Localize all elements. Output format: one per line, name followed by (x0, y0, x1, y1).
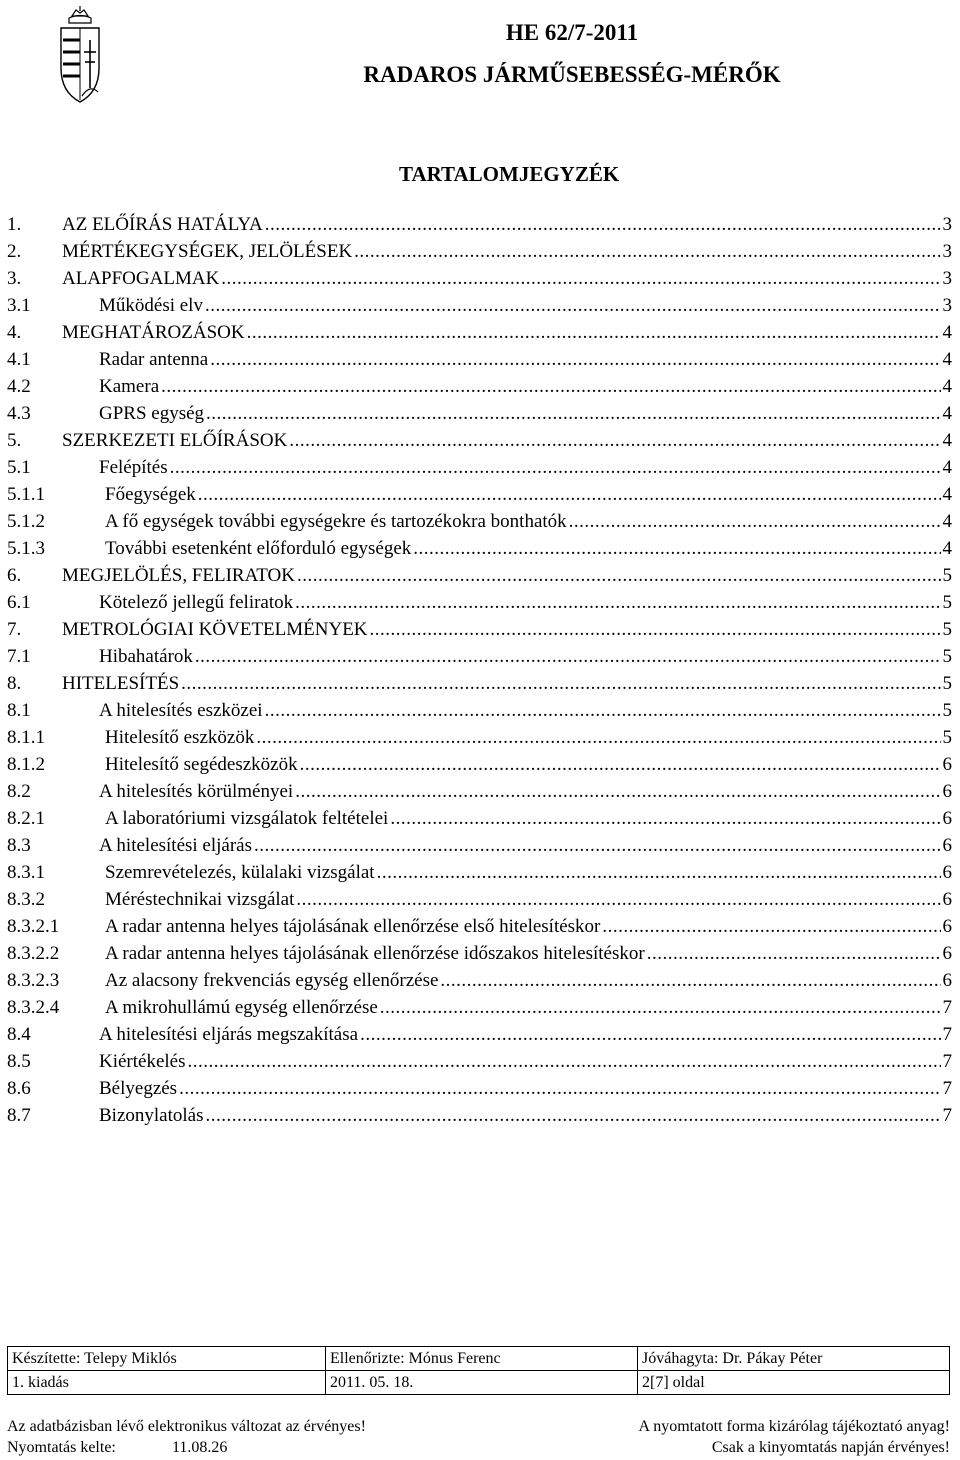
toc-entry (7, 1075, 952, 1102)
toc-leader-dots (390, 805, 940, 832)
toc-entry (7, 643, 952, 670)
toc-entry-number: 8.7 (7, 1105, 31, 1126)
toc-entry (7, 724, 952, 751)
toc-entry (7, 805, 952, 832)
toc-entry-title: További esetenként előforduló egységek (105, 538, 412, 559)
toc-leader-dots (297, 562, 941, 589)
toc-entry-title: Kötelező jellegű feliratok (99, 592, 294, 613)
toc-entry (7, 967, 952, 994)
toc-entry-page: 6 (942, 862, 952, 883)
edition-cell: 1. kiadás (8, 1371, 326, 1395)
toc-leader-dots (161, 373, 940, 400)
approval-table (7, 1346, 950, 1395)
toc-entry-title: MÉRTÉKEGYSÉGEK, JELÖLÉSEK (62, 241, 353, 262)
toc-entry-page: 6 (942, 970, 952, 991)
toc-entry-page: 4 (942, 538, 952, 559)
toc-leader-dots (198, 481, 941, 508)
toc-entry-number: 3.1 (7, 295, 31, 316)
toc-entry-title: Főegységek (105, 484, 196, 505)
toc-entry-title: Hitelesítő eszközök (105, 727, 255, 748)
toc-leader-dots (206, 400, 940, 427)
toc-entry-page: 5 (942, 727, 952, 748)
toc-entry-title: A radar antenna helyes tájolásának ellenőrzése első hitelesítéskor (105, 916, 601, 937)
toc-entry (7, 427, 952, 454)
checked-by-cell: Ellenőrizte: Mónus Ferenc (326, 1347, 638, 1371)
toc-entry-page: 4 (942, 457, 952, 478)
toc-entry-title: Radar antenna (99, 349, 209, 370)
toc-entry (7, 913, 952, 940)
toc-entry-number: 2. (7, 241, 22, 262)
toc-leader-dots (205, 292, 941, 319)
toc-entry (7, 508, 952, 535)
toc-leader-dots (413, 535, 940, 562)
toc-entry-page: 4 (942, 403, 952, 424)
toc-entry-number: 7. (7, 619, 22, 640)
toc-entry (7, 1102, 952, 1129)
toc-leader-dots (179, 1075, 940, 1102)
toc-leader-dots (195, 643, 941, 670)
toc-entry-page: 6 (942, 754, 952, 775)
toc-entry-number: 7.1 (7, 646, 31, 667)
toc-entry-title: GPRS egység (99, 403, 205, 424)
table-of-contents (7, 211, 952, 1129)
toc-entry-title: A radar antenna helyes tájolásának ellenőrzése időszakos hitelesítéskor (105, 943, 645, 964)
toc-entry (7, 940, 952, 967)
toc-entry-page: 6 (942, 781, 952, 802)
print-date-value: 11.08.26 (172, 1439, 228, 1456)
print-validity-note: Csak a kinyomtatás napján érvényes! (711, 1439, 950, 1456)
toc-leader-dots (265, 211, 941, 238)
toc-leader-dots (296, 886, 940, 913)
prepared-by-cell: Készítette: Telepy Miklós (8, 1347, 326, 1371)
toc-entry (7, 994, 952, 1021)
toc-leader-dots (295, 589, 940, 616)
toc-entry-page: 3 (942, 295, 952, 316)
toc-entry-title: Működési elv (99, 295, 203, 316)
toc-leader-dots (370, 616, 941, 643)
toc-entry (7, 751, 952, 778)
toc-entry-number: 8.3.2.2 (7, 943, 60, 964)
toc-entry-title: A hitelesítés körülményei (99, 781, 294, 802)
toc-entry-page: 4 (942, 376, 952, 397)
document-code: HE 62/7-2011 (505, 20, 639, 45)
toc-leader-dots (602, 913, 940, 940)
toc-leader-dots (170, 454, 941, 481)
toc-entry-title: HITELESÍTÉS (62, 673, 180, 694)
toc-entry-number: 6.1 (7, 592, 31, 613)
toc-leader-dots (360, 1021, 940, 1048)
toc-leader-dots (181, 670, 940, 697)
toc-leader-dots (354, 238, 940, 265)
table-row (8, 1371, 950, 1395)
toc-entry-number: 4.3 (7, 403, 31, 424)
toc-entry (7, 859, 952, 886)
toc-entry (7, 832, 952, 859)
toc-leader-dots (289, 427, 940, 454)
toc-entry-title: Felépítés (99, 457, 168, 478)
toc-entry (7, 319, 952, 346)
toc-entry-title: Bizonylatolás (99, 1105, 204, 1126)
toc-entry-title: A laboratóriumi vizsgálatok feltételei (105, 808, 389, 829)
toc-entry (7, 778, 952, 805)
toc-entry-page: 3 (942, 214, 952, 235)
toc-entry-title: Kamera (99, 376, 160, 397)
toc-entry-page: 5 (942, 592, 952, 613)
toc-entry-title: MEGHATÁROZÁSOK (62, 322, 245, 343)
toc-entry-title: ALAPFOGALMAK (62, 268, 220, 289)
toc-entry (7, 589, 952, 616)
toc-entry-title: Méréstechnikai vizsgálat (105, 889, 295, 910)
toc-entry-page: 6 (942, 943, 952, 964)
toc-entry-number: 8.3.1 (7, 862, 45, 883)
toc-leader-dots (205, 1102, 940, 1129)
toc-leader-dots (254, 832, 940, 859)
toc-entry-page: 6 (942, 916, 952, 937)
toc-entry (7, 886, 952, 913)
toc-entry-number: 5.1.2 (7, 511, 45, 532)
toc-entry-page: 7 (942, 997, 952, 1018)
toc-entry-number: 5. (7, 430, 22, 451)
toc-entry-page: 7 (942, 1105, 952, 1126)
toc-entry-page: 6 (942, 808, 952, 829)
toc-leader-dots (221, 265, 940, 292)
toc-entry-number: 8.1 (7, 700, 31, 721)
toc-entry-number: 8.3 (7, 835, 31, 856)
toc-entry-page: 4 (942, 349, 952, 370)
toc-entry-number: 5.1.3 (7, 538, 45, 559)
toc-entry-page: 4 (942, 484, 952, 505)
print-date-label: Nyomtatás kelte: (7, 1439, 116, 1456)
toc-entry-page: 6 (942, 835, 952, 856)
toc-entry-title: A hitelesítés eszközei (99, 700, 263, 721)
toc-entry (7, 346, 952, 373)
toc-entry-title: A hitelesítési eljárás (99, 835, 253, 856)
toc-entry-number: 8.3.2.4 (7, 997, 60, 1018)
toc-entry-title: A hitelesítési eljárás megszakítása (99, 1024, 359, 1045)
toc-entry-page: 5 (942, 565, 952, 586)
toc-entry-number: 5.1.1 (7, 484, 45, 505)
toc-entry-number: 8.3.2 (7, 889, 45, 910)
toc-entry (7, 1048, 952, 1075)
toc-entry-number: 4.2 (7, 376, 31, 397)
toc-entry-page: 7 (942, 1024, 952, 1045)
toc-entry (7, 562, 952, 589)
toc-entry-number: 8.2 (7, 781, 31, 802)
toc-entry-title: SZERKEZETI ELŐÍRÁSOK (62, 430, 288, 451)
toc-leader-dots (569, 508, 941, 535)
toc-leader-dots (295, 778, 940, 805)
toc-entry-number: 8.4 (7, 1024, 31, 1045)
toc-entry-title: Kiértékelés (99, 1051, 186, 1072)
toc-entry-title: METROLÓGIAI KÖVETELMÉNYEK (62, 619, 368, 640)
toc-entry-number: 5.1 (7, 457, 31, 478)
toc-entry (7, 373, 952, 400)
approved-by-cell: Jóváhagyta: Dr. Pákay Péter (638, 1347, 950, 1371)
toc-entry-page: 5 (942, 700, 952, 721)
toc-entry-number: 8.2.1 (7, 808, 45, 829)
toc-entry-title: Hibahatárok (99, 646, 193, 667)
toc-entry-number: 8.3.2.1 (7, 916, 60, 937)
toc-entry-page: 4 (942, 322, 952, 343)
toc-entry (7, 616, 952, 643)
coat-of-arms-icon (55, 6, 105, 106)
toc-entry-number: 4. (7, 322, 22, 343)
toc-entry-number: 4.1 (7, 349, 31, 370)
toc-entry-title: Hitelesítő segédeszközök (105, 754, 298, 775)
toc-leader-dots (247, 319, 941, 346)
toc-entry-number: 8.3.2.3 (7, 970, 60, 991)
toc-entry-number: 6. (7, 565, 22, 586)
toc-heading: TARTALOMJEGYZÉK (399, 162, 620, 186)
toc-entry-number: 8.1.1 (7, 727, 45, 748)
table-row (8, 1347, 950, 1371)
toc-entry-title: Az alacsony frekvenciás egység ellenőrzése (105, 970, 439, 991)
toc-entry (7, 211, 952, 238)
date-cell: 2011. 05. 18. (326, 1371, 638, 1395)
toc-leader-dots (300, 751, 941, 778)
printed-version-note: A nyomtatott forma kizárólag tájékoztató anyag! (638, 1418, 950, 1435)
toc-leader-dots (188, 1048, 941, 1075)
toc-leader-dots (440, 967, 940, 994)
toc-entry-number: 8.6 (7, 1078, 31, 1099)
toc-leader-dots (265, 697, 941, 724)
toc-entry-number: 1. (7, 214, 22, 235)
toc-entry-page: 5 (942, 646, 952, 667)
toc-entry-number: 8. (7, 673, 22, 694)
toc-entry-number: 3. (7, 268, 22, 289)
electronic-version-note: Az adatbázisban lévő elektronikus változat az érvényes! (7, 1418, 366, 1435)
toc-entry (7, 265, 952, 292)
page-info-cell: 2[7] oldal (638, 1371, 950, 1395)
toc-entry (7, 697, 952, 724)
toc-entry (7, 292, 952, 319)
toc-entry (7, 481, 952, 508)
toc-entry-page: 4 (942, 430, 952, 451)
toc-entry (7, 535, 952, 562)
toc-entry-page: 5 (942, 673, 952, 694)
toc-entry (7, 400, 952, 427)
toc-entry-number: 8.5 (7, 1051, 31, 1072)
toc-entry-page: 3 (942, 241, 952, 262)
toc-entry (7, 454, 952, 481)
document-title: RADAROS JÁRMŰSEBESSÉG-MÉRŐK (363, 62, 781, 87)
toc-entry-page: 6 (942, 889, 952, 910)
toc-entry-page: 7 (942, 1051, 952, 1072)
toc-entry-title: MEGJELÖLÉS, FELIRATOK (62, 565, 295, 586)
toc-entry-page: 7 (942, 1078, 952, 1099)
toc-entry-title: Bélyegzés (99, 1078, 178, 1099)
toc-leader-dots (377, 859, 941, 886)
toc-leader-dots (256, 724, 940, 751)
toc-entry (7, 1021, 952, 1048)
toc-leader-dots (647, 940, 941, 967)
toc-entry-title: AZ ELŐÍRÁS HATÁLYA (62, 214, 263, 235)
toc-entry-number: 8.1.2 (7, 754, 45, 775)
toc-entry (7, 238, 952, 265)
toc-entry-page: 5 (942, 619, 952, 640)
toc-entry-page: 3 (942, 268, 952, 289)
toc-entry-title: A mikrohullámú egység ellenőrzése (105, 997, 378, 1018)
toc-leader-dots (210, 346, 940, 373)
toc-entry (7, 670, 952, 697)
toc-entry-title: Szemrevételezés, külalaki vizsgálat (105, 862, 375, 883)
toc-entry-title: A fő egységek további egységekre és tartozékokra bonthatók (105, 511, 567, 532)
toc-leader-dots (380, 994, 941, 1021)
toc-entry-page: 4 (942, 511, 952, 532)
